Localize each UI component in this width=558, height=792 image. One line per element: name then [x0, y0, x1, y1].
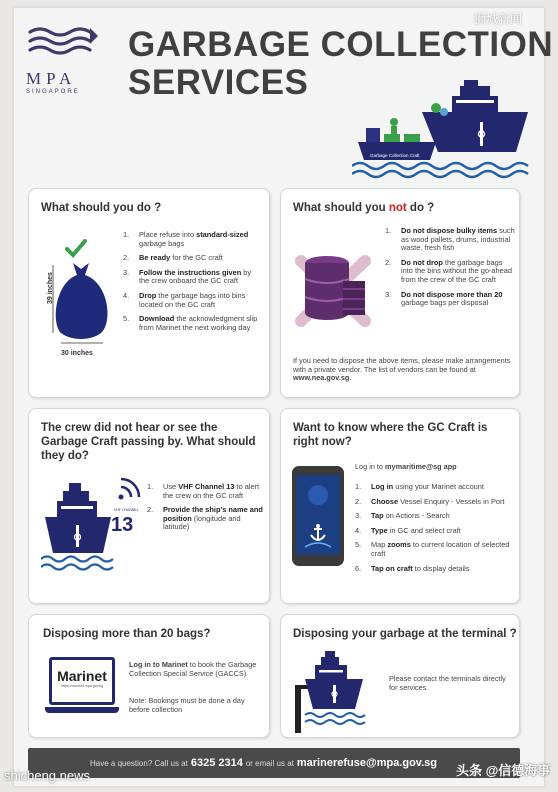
step-text: (longitude and latitude): [163, 513, 241, 532]
vendor-note-text: If you need to dispose the above items, please make arrangements with a private vendor. The list of vendors can be found at: [293, 356, 511, 374]
watermark-top-right: 狮城新闻: [474, 12, 523, 26]
logo-subtext: SINGAPORE: [26, 89, 80, 95]
laptop-icon: [45, 657, 119, 719]
step-item: [385, 291, 515, 308]
laptop-url: https://marinet.mpa.gov.sg: [60, 684, 104, 688]
step-text: Use: [163, 482, 179, 491]
step-text: Vessel Enquiry - Vessels in Port: [398, 496, 505, 506]
step-bold: Tap on craft: [371, 563, 413, 573]
step-text: Place refuse into: [139, 230, 197, 239]
title-part: What should you: [293, 202, 389, 214]
card-what-to-do: [28, 188, 270, 398]
ship-terminal-icon: [293, 649, 367, 733]
step-item: [147, 483, 265, 500]
booking-note: Note: Bookings must be done a day before collection: [129, 696, 245, 714]
garbage-bag-icon: [37, 239, 125, 357]
card-title: Want to know where the GC Craft is right now?: [293, 422, 488, 448]
step-text: by the crew onboard the GC craft: [139, 267, 252, 286]
step-number: 5.: [355, 540, 362, 550]
contact-footer: [28, 748, 520, 778]
app-intro: [355, 463, 515, 472]
dimension-width: 30 inches: [61, 350, 93, 357]
marinet-login: Log in to Marinet: [129, 660, 188, 669]
where-steps-list: [355, 483, 517, 579]
step-bold: Follow the instructions given: [139, 267, 242, 277]
card-where-is-gc-craft: [280, 408, 520, 604]
card-title: Disposing more than 20 bags?: [43, 628, 211, 640]
step-number: 2.: [123, 253, 130, 263]
step-item: [385, 259, 515, 285]
hero-boat-label: Garbage Collection Craft: [370, 153, 420, 158]
marinet-text: to book the Garbage Collection Special Service (GACCS): [129, 660, 257, 678]
step-text: Map: [371, 540, 388, 550]
watermark-bottom-left: shicheng.news: [4, 768, 90, 783]
nea-link[interactable]: www.nea.gov.sg: [293, 373, 350, 383]
step-text: using your Marinet account: [393, 482, 484, 491]
footer-email-label: or email us at: [245, 758, 294, 768]
card-title: The crew did not hear or see the Garbage Craft passing by. What should they do?: [41, 422, 256, 462]
step-item: [385, 227, 515, 253]
step-number: 3.: [385, 289, 392, 299]
step-item: [355, 565, 517, 574]
step-text: the garbage bags into bins located on the GC craft: [139, 290, 246, 309]
title-line-2: SERVICES: [128, 63, 309, 102]
step-number: 2.: [385, 257, 392, 267]
step-item: [355, 512, 517, 521]
step-bold: Drop: [139, 290, 157, 300]
step-bold: Tap: [371, 511, 384, 521]
ship-radio-icon: [41, 473, 145, 573]
step-number: 1.: [385, 226, 392, 235]
logo-text: MPA: [26, 69, 77, 88]
step-number: 1.: [123, 230, 130, 239]
step-text: to current location of selected craft: [371, 540, 510, 558]
card-terminal: [280, 614, 520, 738]
mpa-logo: [26, 24, 104, 95]
step-number: 4.: [123, 290, 130, 300]
card-what-not-to-do: [280, 188, 520, 398]
step-bold: VHF Channel 13: [178, 482, 235, 491]
laptop-brand: Marinet: [57, 668, 107, 684]
step-text: to alert the crew on the GC craft: [163, 482, 260, 500]
title-line-1: GARBAGE COLLECTION: [128, 25, 554, 64]
card-title: What should you do ?: [41, 202, 162, 214]
step-text: such as wood pallets, drums, industrial waste, fresh fish: [401, 226, 515, 253]
step-item: [123, 315, 263, 332]
step-text: in GC and select craft: [387, 525, 461, 535]
step-text: to display details: [412, 563, 470, 573]
step-item: [355, 498, 517, 507]
cargo-ship-icon: [422, 80, 528, 152]
hero-ship-illustration: [352, 78, 532, 182]
not-do-steps-list: [385, 227, 515, 314]
step-number: 2.: [147, 505, 154, 515]
crew-steps-list: [147, 483, 265, 538]
card-crew-missed-craft: [28, 408, 270, 604]
step-bold: Download: [139, 314, 175, 324]
channel-caption: VHF CHANNEL: [114, 508, 139, 512]
app-intro-text: Log in to: [355, 462, 386, 471]
dimension-height: 39 inches: [47, 272, 54, 304]
step-number: 3.: [123, 267, 130, 277]
step-bold: standard-sized: [196, 230, 249, 239]
step-text: the acknowledgment slip from Marinet the next working day: [139, 314, 258, 332]
step-item: [123, 269, 263, 286]
step-bold: Do not dispose bulky items: [401, 226, 498, 235]
step-bold: Do not dispose more than 20: [401, 289, 503, 299]
step-bold: Type: [371, 525, 388, 535]
card-title: Disposing your garbage at the terminal ?: [293, 628, 517, 640]
footer-phone[interactable]: 6325 2314: [190, 757, 243, 769]
step-item: [355, 541, 517, 558]
step-text: garbage bags per disposal: [401, 298, 489, 308]
step-number: 1.: [355, 482, 362, 491]
step-bold: Log in: [371, 482, 394, 491]
step-bold: Choose: [371, 496, 399, 506]
step-item: [355, 483, 517, 492]
step-item: [147, 506, 265, 532]
phone-app-icon: [291, 465, 345, 567]
step-bold: Do not drop: [401, 257, 443, 267]
step-text: garbage bags: [139, 238, 185, 248]
step-item: [123, 292, 263, 309]
step-number: 5.: [123, 314, 130, 324]
step-text: for the GC craft: [170, 253, 223, 263]
card-title: [293, 201, 434, 215]
footer-email[interactable]: marinerefuse@mpa.gov.sg: [296, 757, 437, 769]
step-number: 1.: [147, 482, 154, 491]
terminal-text: Please contact the terminals directly for services.: [389, 674, 506, 692]
step-number: 3.: [355, 511, 362, 521]
vendor-note: [293, 357, 511, 383]
step-number: 4.: [355, 525, 362, 535]
step-item: [123, 254, 263, 263]
step-text: the garbage bags into the bins without the go-ahead from the crew of the GC craft: [401, 257, 512, 284]
title-not: not: [388, 202, 407, 214]
step-bold: Provide the ship's name and position: [163, 505, 263, 523]
card-more-than-20-bags: [28, 614, 270, 738]
step-item: [355, 527, 517, 536]
step-bold: zooms: [387, 540, 411, 550]
prohibited-bulky-items-icon: [291, 241, 375, 331]
watermark-bottom-right: 头条 @信德海事: [456, 763, 551, 778]
step-item: [123, 231, 263, 248]
marinet-instructions: [129, 661, 263, 678]
footer-question: Have a question? Call us at: [90, 758, 188, 768]
step-bold: Be ready: [139, 253, 171, 263]
mpa-wave-icon: [26, 24, 100, 60]
title-part: do ?: [406, 202, 435, 214]
do-steps-list: [123, 231, 263, 338]
step-number: 2.: [355, 496, 362, 506]
vendor-note-end: .: [349, 373, 352, 383]
step-text: on Actions - Search: [383, 511, 450, 521]
app-name: mymaritime@sg app: [385, 462, 457, 471]
step-number: 6.: [355, 563, 362, 573]
channel-number: 13: [111, 514, 134, 536]
